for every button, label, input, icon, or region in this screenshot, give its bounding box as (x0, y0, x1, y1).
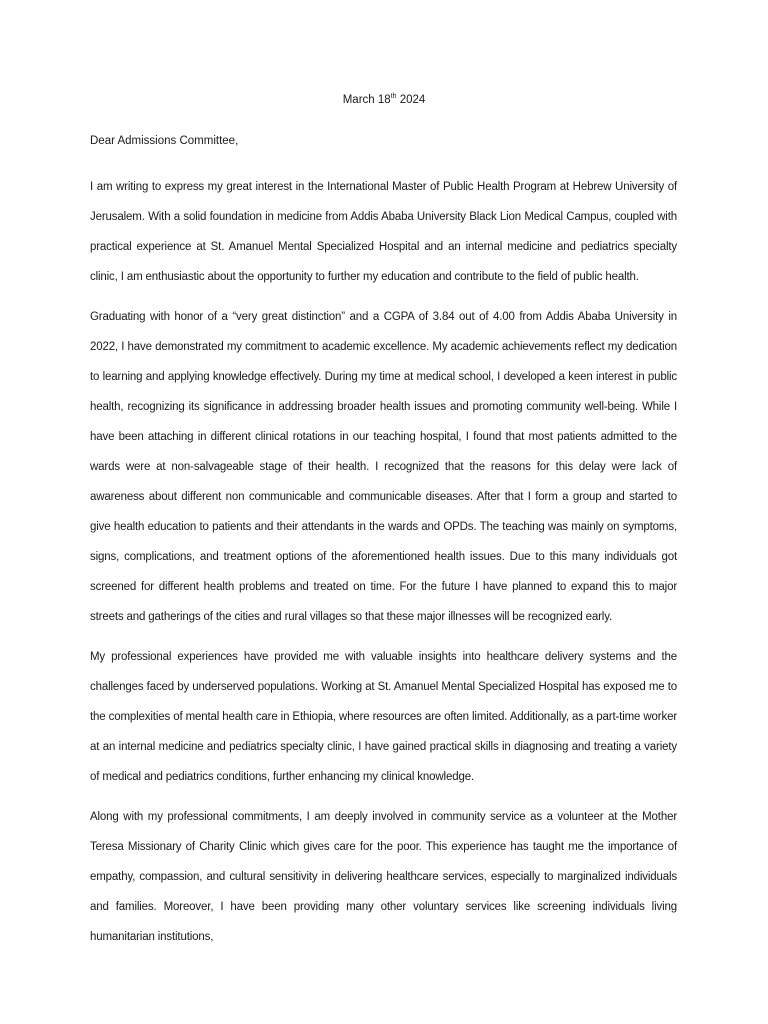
paragraph-community-service: Along with my professional commitments, I am deeply involved in community service as a volunteer at the Mother Teresa Missionary of Charity Clinic which gives care for the poor. This experience has taught me the importance of empathy, compassion, and cultural sensitivity in delivering healthcare services, especially to marginalized individuals and families. Moreover, I have been providing many other voluntary services like screening individuals living humanitarian institutions, (90, 811, 677, 943)
letter-date (0, 92, 768, 108)
paragraph-academics: Graduating with honor of a “very great distinction” and a CGPA of 3.84 out of 4.00 from Addis Ababa University in 2022, I have demonstrated my commitment to academic excellence. My academic achievements reflect my dedication to learning and applying knowledge effectively. During my time at medical school, I developed a keen interest in public health, recognizing its significance in addressing broader health issues and promoting community well-being. While I have been attaching in different clinical rotations in our teaching hospital, I found that most patients admitted to the wards were at non-salvageable stage of their health. I recognized that the reasons for this delay were lack of awareness about different non communicable and communicable diseases. After that I form a group and started to give health education to patients and their attendants in the wards and OPDs. The teaching was mainly on symptoms, signs, complications, and treatment options of the aforementioned health issues. Due to this many individuals got screened for different health problems and treated on time. For the future I have planned to expand this to major streets and gatherings of the cities and rural villages so that these major illnesses will be recognized early. (90, 311, 677, 623)
paragraph-professional-experience: My professional experiences have provided me with valuable insights into healthcare delivery systems and the challenges faced by underserved populations. Working at St. Amanuel Mental Specialized Hospital has exposed me to the complexities of mental health care in Ethiopia, where resources are often limited. Additionally, as a part-time worker at an internal medicine and pediatrics specialty clinic, I have gained practical skills in diagnosing and treating a variety of medical and pediatrics conditions, further enhancing my clinical knowledge. (90, 651, 677, 783)
paragraph-introduction: I am writing to express my great interest in the International Master of Public Health Program at Hebrew University of Jerusalem. With a solid foundation in medicine from Addis Ababa University Black Lion Medical Campus, coupled with practical experience at St. Amanuel Mental Specialized Hospital and an internal medicine and pediatrics specialty clinic, I am enthusiastic about the opportunity to further my education and contribute to the field of public health. (90, 181, 677, 283)
date-ordinal-suffix: th (390, 93, 397, 101)
letter-body (90, 172, 677, 962)
salutation: Dear Admissions Committee, (90, 135, 239, 147)
date-day: March 18 (342, 94, 391, 106)
date-year: 2024 (396, 94, 426, 106)
